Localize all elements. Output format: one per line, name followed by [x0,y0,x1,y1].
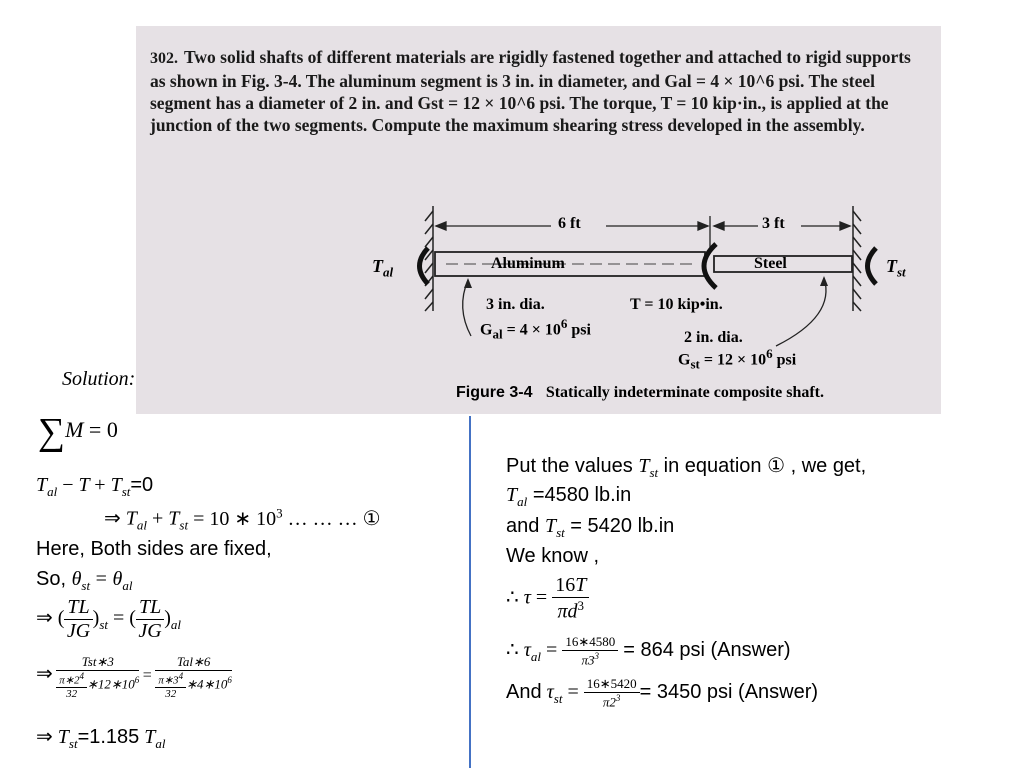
equation-1: ⇒ $T_{al} + T_{st} = 10$ ∗ $10^3$ … … … ① [104,505,381,533]
equilibrium-eq: $T_{al} - T + T_{st}=0$ [36,474,154,499]
both-sides-fixed-text: Here, Both sides are fixed, [36,538,272,560]
tau-al-denominator: π3 [581,652,595,668]
aluminum-label: Aluminum [491,255,565,272]
dim-right-label: 3 ft [762,215,785,232]
solution-heading: Solution: [62,368,136,390]
st-diameter-label: 2 in. dia. [684,329,743,346]
tst-result: ⇒ $T_{st}=1.185$ $T_{al}$ [36,726,166,751]
tal-value: =4580 lb.in [532,484,632,506]
shaft-figure [136,26,941,414]
and-word: and [506,515,540,537]
theta-equal-line: So, $\theta_{st} = \theta_{al}$ [36,568,133,593]
and-label: And [506,680,542,703]
caption-text: Statically indeterminate composite shaft. [545,384,824,401]
tau-st-numerator: 16∗5420 [584,676,640,693]
left-wall [425,206,433,311]
tal-value-line: $T_{al} =4580$ lb.in [506,484,632,509]
sum-moments: ∑M = 0 [38,411,118,453]
torque-label: T = 10 kip•in. [630,296,723,313]
problem-number: 302. [150,50,178,67]
tau-al-result: = 864 psi (Answer) [623,638,791,661]
st-g-label: $G_{st} = 12 \times 10^6$ psi [678,346,797,372]
tst-value: = 5420 lb.in [570,515,675,537]
tau-st-line: And $\tau_{st}$ = $\frac{16∗5420}{\pi 2^3}$ = 3450 psi (Answer) [506,676,819,710]
al-diameter-label: 3 in. dia. [486,296,545,313]
caption-label: Figure 3-4 [456,384,533,401]
put-values-line: Put the values $T_{st}$ in equation ① , we get, [506,455,867,480]
tst-result-value: =1.185 [77,726,140,748]
dim-left-label: 6 ft [558,215,581,232]
problem-text: Two solid shafts of different materials are rigidly fastened together and attached to rigid supports as shown in Fig. 3-4. The aluminum segment is 3 in. in diameter, and Gal = 4 × 10^6 psi. The steel segment has a diameter of 2 in. and Gst = 12 × 10^6 psi. The torque, T = 10 kip·in., is applied at the junction of the two segments. Compute the maximum shearing stress developed in the assembly. [150,47,911,135]
put-values-a: Put the values [506,455,633,477]
right-wall [853,206,861,311]
label-t-al: $T_{al}$ [372,256,394,280]
tst-value-line: and $T_{st} = 5420$ lb.in [506,515,675,540]
figure-caption [456,384,824,402]
tau-al-numerator: 16∗4580 [562,634,618,651]
al-leader [463,280,471,336]
we-know-text: We know , [506,545,599,567]
put-values-b: in equation ① , we get, [663,455,867,477]
tau-st-result: = 3450 psi (Answer) [639,680,819,703]
tau-formula: ∴ τ = $\frac{16T}{\pi d^3}$ [506,574,589,624]
al-g-label: $G_{al} = 4 \times 10^6$ psi [480,316,591,342]
substituted-equation: ⇒ Tst∗3 $\frac{\pi∗2^4}{32}$ $∗12∗10^6$ = Tal∗6 $\frac{\pi∗3^4}{32}$ $∗4∗10^6$ [36,654,232,700]
torque-right-symbol [868,248,877,284]
problem-scan-image [136,26,941,414]
label-t-st: $T_{st}$ [886,256,906,280]
dimension-lines [436,216,850,254]
steel-label: Steel [754,255,787,272]
tl-jg-equation: ⇒ ( $\frac{TL}{JG}$ )$_{st}$ = ( $\frac{TL}{JG}$ )$_{al}$ [36,596,182,642]
st-leader [776,278,826,346]
torque-left-symbol [420,248,429,284]
tau-al-line: ∴ $\tau_{al}$ = $\frac{16∗4580}{\pi 3^3}$ = 864 psi (Answer) [506,634,791,668]
tau-st-denominator: π2 [602,694,616,710]
column-divider [469,416,471,768]
